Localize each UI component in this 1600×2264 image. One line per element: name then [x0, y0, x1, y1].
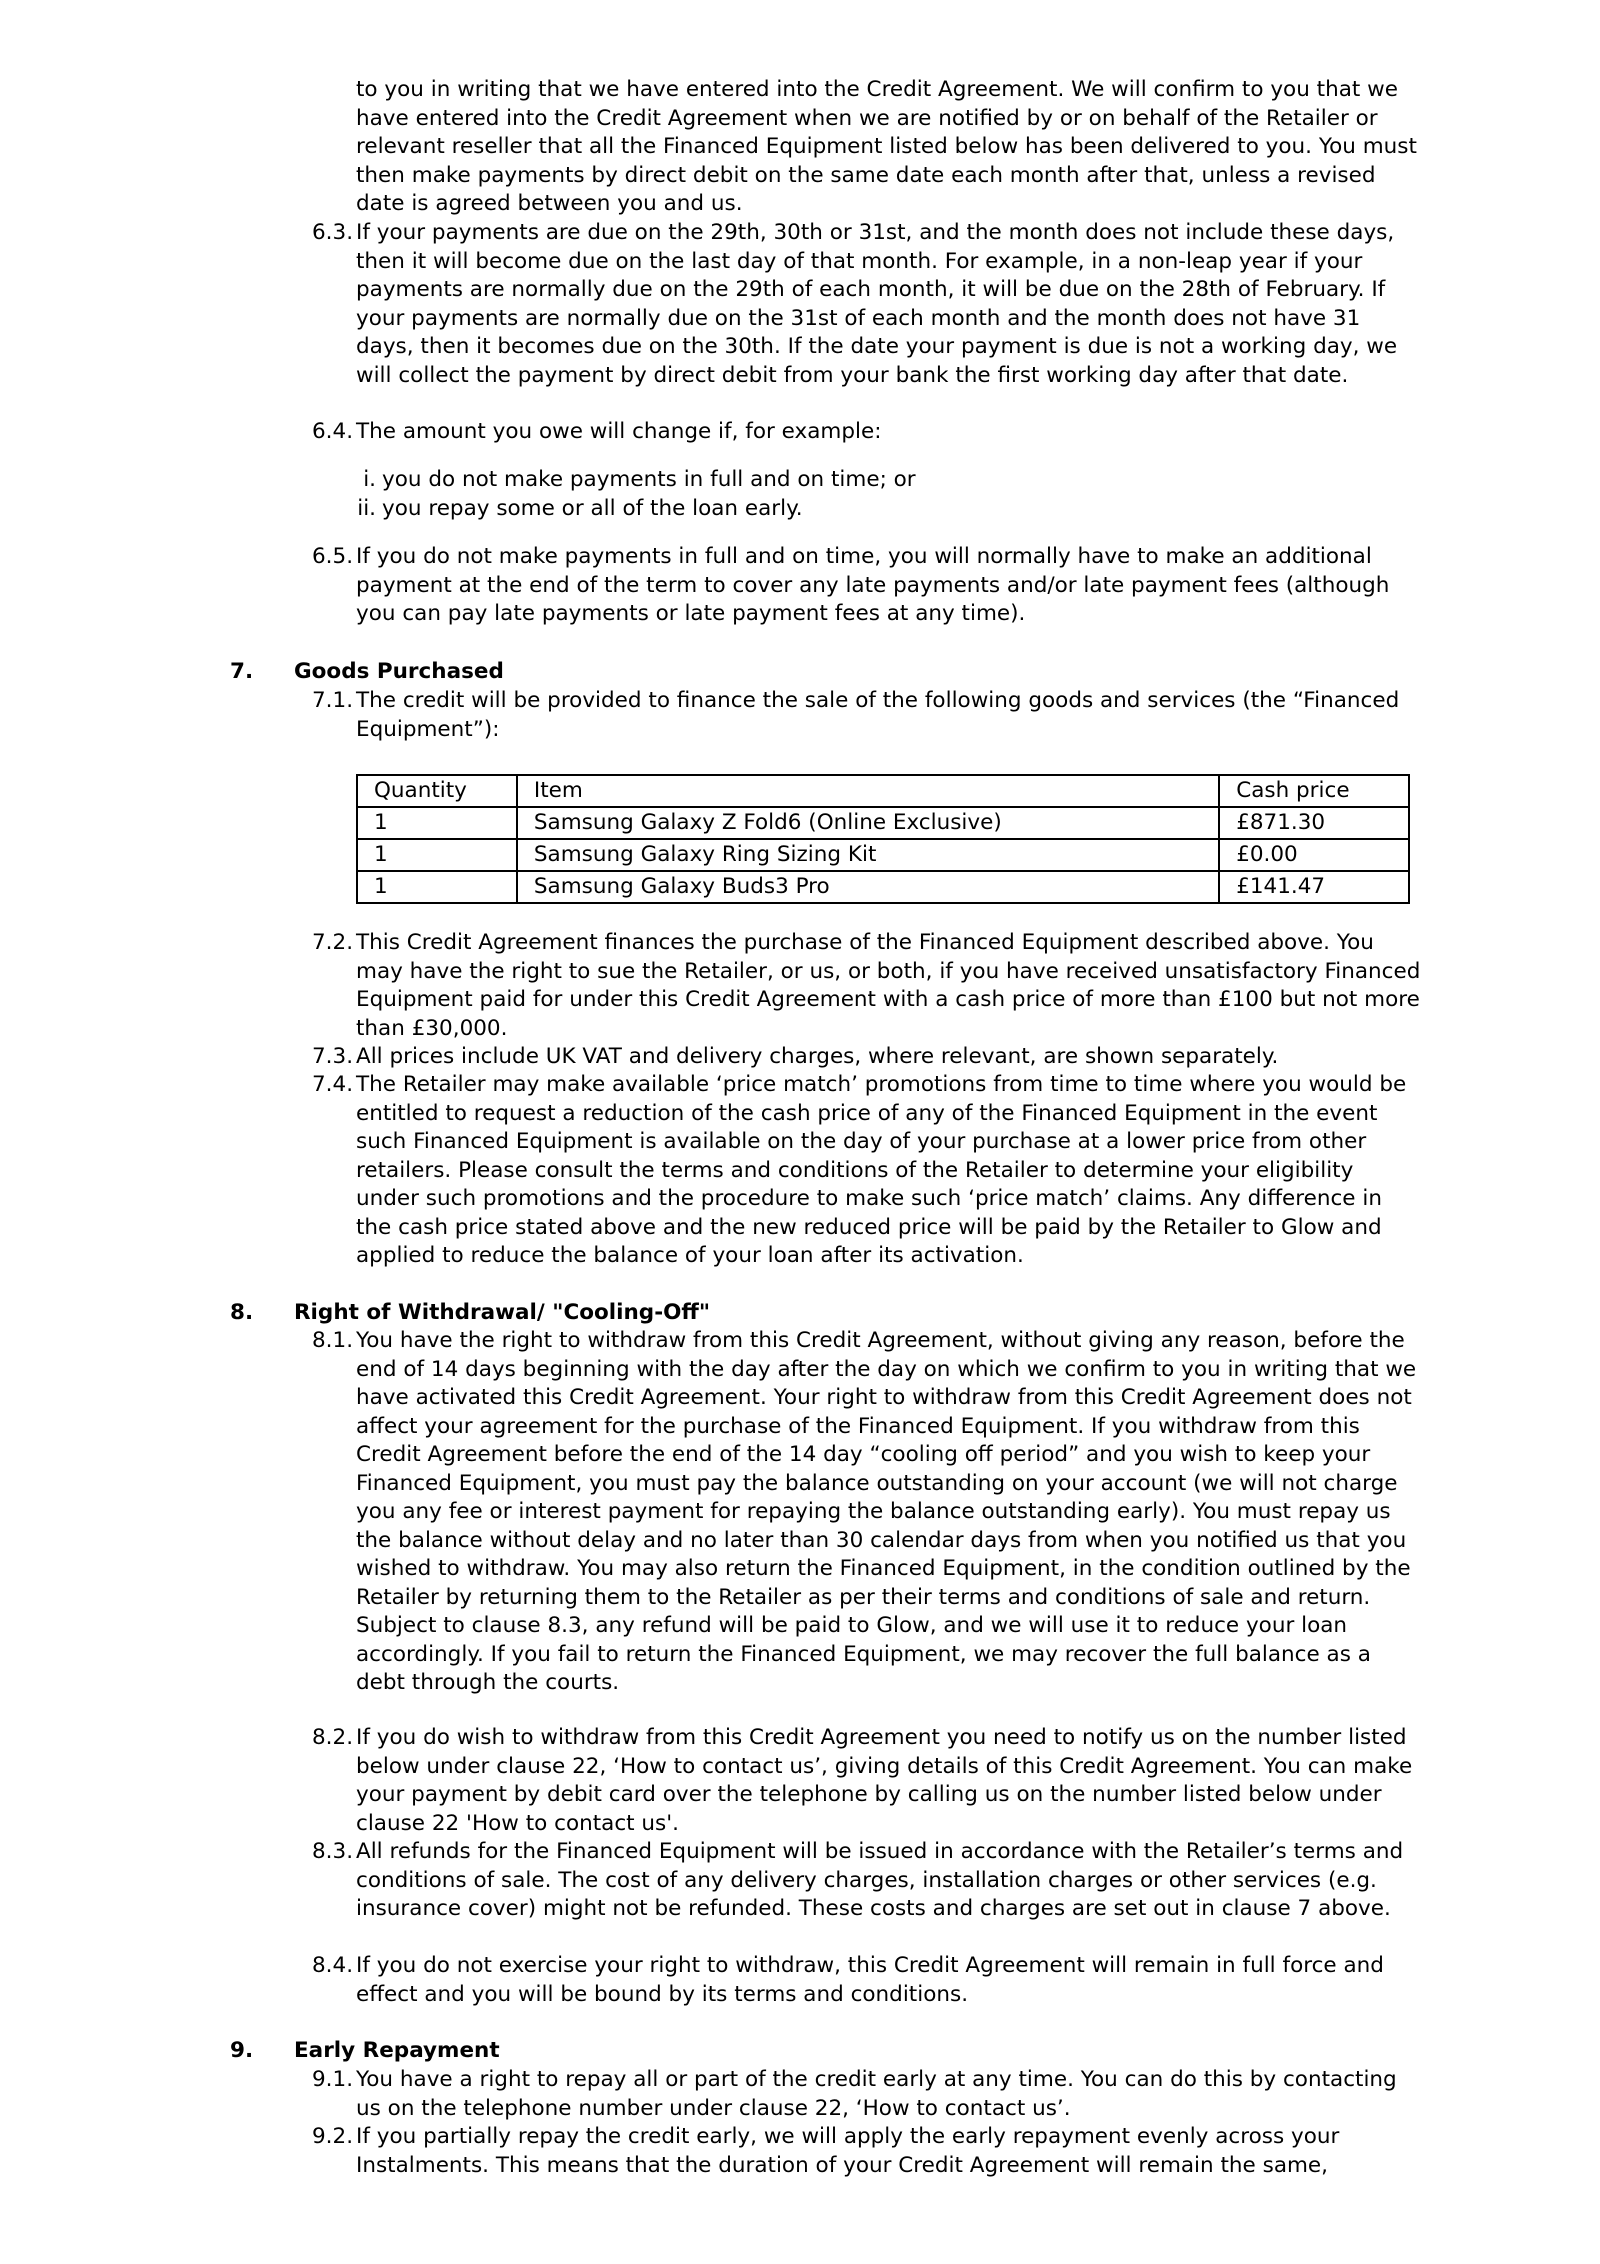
clause-text: All refunds for the Financed Equipment will be issued in accordance with the Retailer’s terms and conditions of sale. The cost of any delivery charges, installation charges or other services (e.g. insurance cover) might not be refunded. These costs and charges are set out in clause 7 above. [356, 1839, 1404, 1921]
clause-7-2 [312, 929, 1422, 1043]
financed-equipment-table [356, 774, 1410, 904]
clause-number: 7.3. [312, 1044, 354, 1069]
clause-number: 6.5. [312, 544, 354, 569]
clause-8-2 [312, 1724, 1422, 1838]
cell-quantity: 1 [357, 871, 517, 903]
clause-number: 9.2. [312, 2124, 354, 2149]
clause-6-2-continuation: to you in writing that we have entered into the Credit Agreement. We will confirm to you that we have entered into the Credit Agreement when we are notified by or on behalf of the Retailer or relevant reseller that all the Financed Equipment listed below has been delivered to you. You must then make payments by direct debit on the same date each month after that, unless a revised date is agreed between you and us. [356, 77, 1417, 216]
clause-7-1 [312, 687, 1422, 744]
cell-cash-price: £871.30 [1219, 807, 1409, 839]
cell-quantity: 1 [357, 839, 517, 871]
cell-item: Samsung Galaxy Buds3 Pro [517, 871, 1219, 903]
cell-item: Samsung Galaxy Z Fold6 (Online Exclusive) [517, 807, 1219, 839]
clause-number: 8.2. [312, 1725, 354, 1750]
table-row [357, 839, 1409, 871]
table-header-row [357, 775, 1409, 807]
cell-quantity: 1 [357, 807, 517, 839]
clause-number: 7.4. [312, 1072, 354, 1097]
clause-text: If you partially repay the credit early, we will apply the early repayment evenly across your Instalments. This means that the duration of your Credit Agreement will remain the same, [356, 2124, 1340, 2178]
list-item [363, 466, 916, 495]
clause-number: 9.1. [312, 2067, 354, 2092]
list-item-number: i. [363, 467, 376, 492]
table-row [357, 871, 1409, 903]
clause-6-4-list [357, 466, 916, 523]
clause-7-3 [312, 1043, 1422, 1072]
clause-number: 7.1. [312, 688, 354, 713]
clause-text: If you do not make payments in full and on time, you will normally have to make an additional payment at the end of the term to cover any late payments and/or late payment fees (although you can pay late payments or late payment fees at any time). [356, 544, 1390, 626]
clause-text: This Credit Agreement finances the purchase of the Financed Equipment described above. You may have the right to sue the Retailer, or us, or both, if you have received unsatisfactory Financed Equipment paid for under this Credit Agreement with a cash price of more than £100 but not more than £30,000. [356, 930, 1421, 1041]
clause-8-4 [312, 1952, 1422, 2009]
clause-9-1 [312, 2066, 1422, 2123]
cell-cash-price: £0.00 [1219, 839, 1409, 871]
clause-text: All prices include UK VAT and delivery charges, where relevant, are shown separately. [356, 1044, 1279, 1069]
clause-6-5 [312, 543, 1422, 629]
header-item: Item [517, 775, 1219, 807]
clause-8-1 [312, 1327, 1422, 1698]
clause-text: You have a right to repay all or part of the credit early at any time. You can do this by contacting us on the telephone number under clause 22, ‘How to contact us’. [356, 2067, 1397, 2121]
clause-7-4 [312, 1071, 1422, 1271]
clause-text: If your payments are due on the 29th, 30th or 31st, and the month does not include these days, then it will become due on the last day of that month. For example, in a non-leap year if your payments are normally due on the 29th of each month, it will be due on the 28th of February. If your payments are normally due on the 31st of each month and the month does not have 31 days, then it becomes due on the 30th. If the date your payment is due is not a working day, we will collect the payment by direct debit from your bank the first working day after that date. [356, 220, 1398, 388]
clause-number: 7.2. [312, 930, 354, 955]
clause-text: The Retailer may make available ‘price match’ promotions from time to time where you would be entitled to request a reduction of the cash price of any of the Financed Equipment in the event such Financed Equipment is available on the day of your purchase at a lower price from other retailers. Please consult the terms and conditions of the Retailer to determine your eligibility under such promotions and the procedure to make such ‘price match’ claims. Any difference in the cash price stated above and the new reduced price will be paid by the Retailer to Glow and applied to reduce the balance of your loan after its activation. [356, 1072, 1407, 1268]
clause-text: You have the right to withdraw from this Credit Agreement, without giving any reason, before the end of 14 days beginning with the day after the day on which we confirm to you in writing that we have activated this Credit Agreement. Your right to withdraw from this Credit Agreement does not affect your agreement for the purchase of the Financed Equipment. If you withdraw from this Credit Agreement before the end of the 14 day “cooling off period” and you wish to keep your Financed Equipment, you must pay the balance outstanding on your account (we will not charge you any fee or interest payment for repaying the balance outstanding early). You must repay us the balance without delay and no later than 30 calendar days from when you notified us that you wished to withdraw. You may also return the Financed Equipment, in the condition outlined by the Retailer by returning them to the Retailer as per their terms and conditions of sale and return. Subject to clause 8.3, any refund will be paid to Glow, and we will use it to reduce your loan accordingly. If you fail to return the Financed Equipment, we may recover the full balance as a debt through the courts. [356, 1328, 1417, 1695]
section-number: 9. [230, 2038, 254, 2063]
section-title: Right of Withdrawal/ "Cooling-Off" [294, 1300, 711, 1325]
clause-6-4 [312, 418, 1422, 447]
cell-item: Samsung Galaxy Ring Sizing Kit [517, 839, 1219, 871]
clause-text: The amount you owe will change if, for example: [356, 419, 882, 444]
section-title: Goods Purchased [294, 659, 504, 684]
section-number: 7. [230, 659, 254, 684]
clause-number: 6.3. [312, 220, 354, 245]
clause-number: 6.4. [312, 419, 354, 444]
cell-cash-price: £141.47 [1219, 871, 1409, 903]
section-number: 8. [230, 1300, 254, 1325]
clause-number: 8.3. [312, 1839, 354, 1864]
clause-6-3 [312, 219, 1422, 390]
clause-number: 8.1. [312, 1328, 354, 1353]
list-item-text: you repay some or all of the loan early. [382, 495, 803, 521]
clause-number: 8.4. [312, 1953, 354, 1978]
clause-text: If you do not exercise your right to withdraw, this Credit Agreement will remain in full force and effect and you will be bound by its terms and conditions. [356, 1953, 1384, 2007]
list-item-text: you do not make payments in full and on time; or [382, 467, 916, 492]
list-item-number: ii. [357, 495, 376, 521]
clause-text: The credit will be provided to finance the sale of the following goods and services (the “Financed Equipment”): [356, 688, 1400, 742]
clause-9-2 [312, 2123, 1422, 2180]
section-title: Early Repayment [294, 2038, 500, 2063]
clause-text: If you do wish to withdraw from this Credit Agreement you need to notify us on the number listed below under clause 22, ‘How to contact us’, giving details of this Credit Agreement. You can make your payment by debit card over the telephone by calling us on the number listed below under clause 22 'How to contact us'. [356, 1725, 1413, 1836]
table-row [357, 807, 1409, 839]
list-item [357, 495, 916, 524]
clause-8-3 [312, 1838, 1422, 1924]
header-quantity: Quantity [357, 775, 517, 807]
header-cash-price: Cash price [1219, 775, 1409, 807]
